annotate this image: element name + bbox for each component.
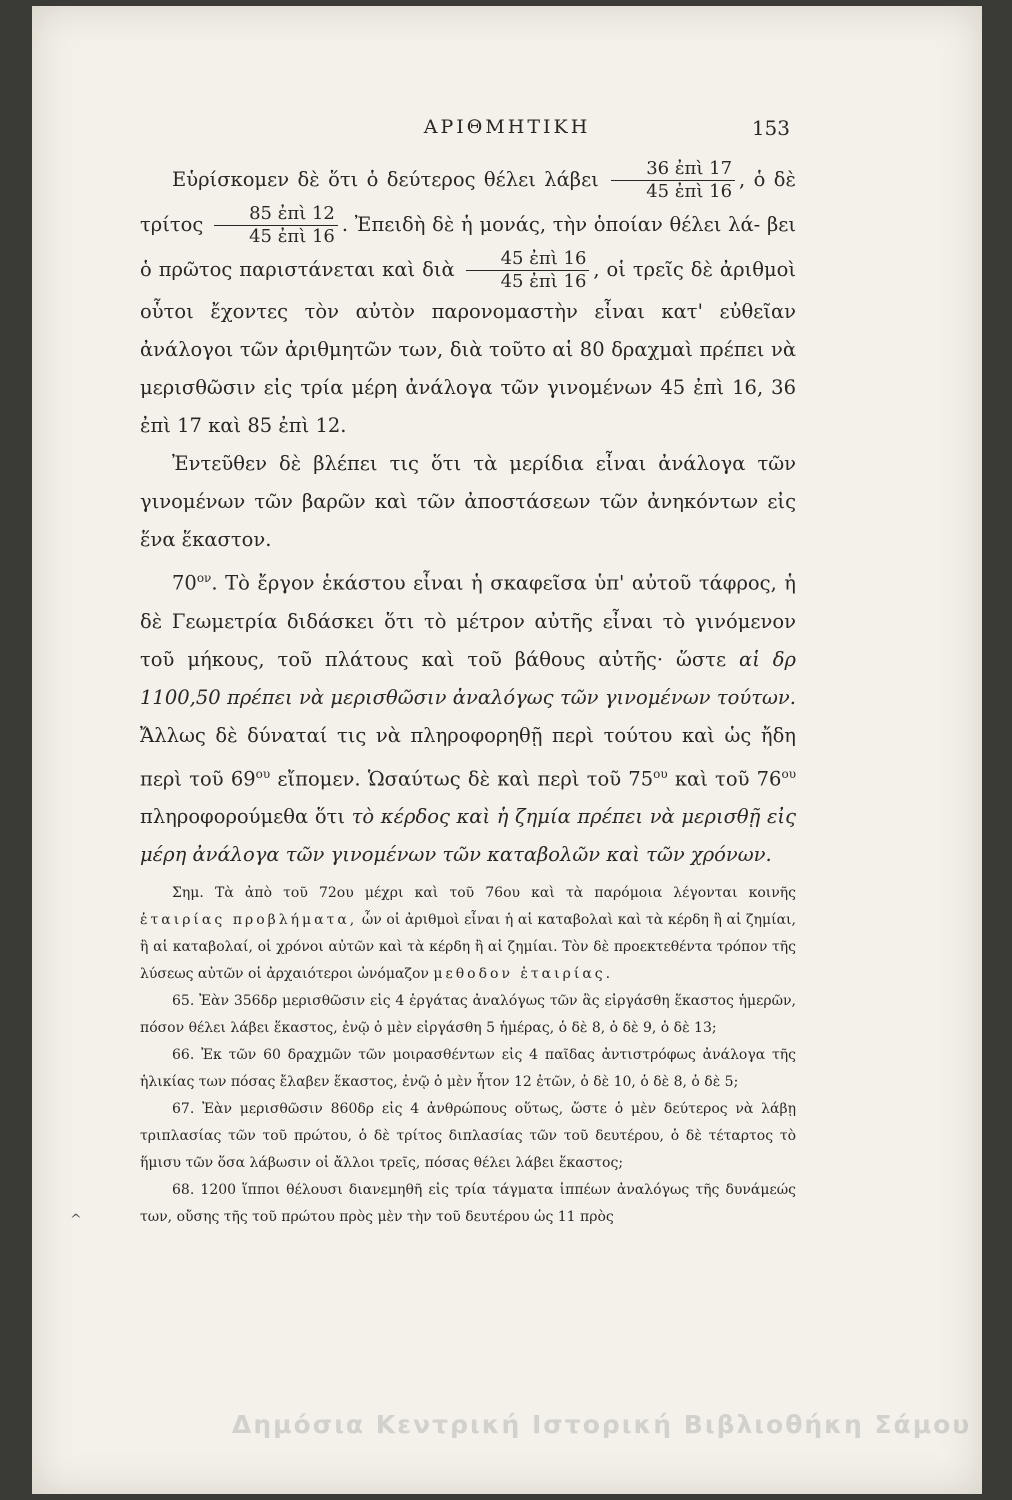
fraction-numerator: 85 ἐπὶ 12 — [214, 203, 338, 226]
running-title: ΑΡΙΘΜΗΤΙΚΗ — [423, 116, 591, 138]
fraction-numerator: 45 ἐπὶ 16 — [466, 248, 590, 271]
paragraph-2: Ἐντεῦθεν δὲ βλέπει τις ὅτι τὰ μερίδια εἶναι ἀνάλογα τῶν γινομένων τῶν βαρῶν καὶ τῶν ἀποστάσεων τῶν ἀνηκόντων εἰς ἕνα ἕκαστον. — [140, 452, 796, 551]
exercise-66: 66. Ἐκ τῶν 60 δραχμῶν τῶν μοιρασθέντων εἰς 4 παῖδας ἀντιστρόφως ἀνάλογα τῆς ἡλικίας των πόσας ἔλαβεν ἕκαστος, ἐνῷ ὁ μὲν ἦτον 12 ἐτῶν, ὁ δὲ 10, ὁ δὲ 8, ὁ δὲ 5; — [140, 1047, 796, 1090]
fraction-denominator: 45 ἐπὶ 16 — [249, 226, 335, 247]
margin-mark: ^ — [70, 1212, 82, 1228]
text-segment: . Ἐπειδὴ δὲ ἡ μονάς, τὴν ὁποίαν θέλει λά- — [341, 213, 761, 236]
notes-section — [140, 880, 796, 1231]
note-remark — [140, 880, 796, 988]
fraction-3 — [466, 248, 590, 293]
fraction-numerator: 36 ἐπὶ 17 — [611, 158, 735, 181]
spaced-term: ἑταιρίας προβλήματα, — [140, 912, 358, 928]
book-page — [32, 6, 982, 1494]
text-segment: . Τὸ ἔργον ἑκάστου εἶναι ἡ σκαφεῖσα ὑπ' αὐτοῦ τάφρος, ἡ δὲ Γεωμετρία διδάσκει ὅτι τὸ μέτρον αὐτῆς εἶναι τὸ γινόμενον τοῦ μήκους, τοῦ πλάτους καὶ τοῦ βάθους αὐτῆς· ὥστε — [140, 571, 796, 671]
spaced-term: μεθοδον ἑταιρίας. — [433, 966, 614, 982]
text-segment: Ἄλλως δὲ δύναταί τις νὰ πληροφορηθῇ περὶ τούτου καὶ ὡς ἤδη περὶ τοῦ 69 — [140, 723, 796, 790]
text-segment: Σημ. Τὰ ἀπὸ τοῦ 72ου μέχρι καὶ τοῦ 76ου καὶ τὰ παρόμοια λέγονται κοινῆς — [172, 885, 796, 901]
text-segment: ὧν οἱ ἀριθμοὶ εἶναι ἡ αἱ καταβολαὶ καὶ τὰ κέρδη ἢ αἱ ζημίαι, ἢ αἱ καταβολαί, οἱ χρόνοι αὐτῶν καὶ τὰ κέρδη ἢ αἱ ζημίαι. Τὸν δὲ προεκτεθέντα τρόπον τῆς λύσεως αὐτῶν οἱ ἀρχαιότεροι ὠνόμαζον — [140, 912, 796, 982]
text-segment: Εὑρίσκομεν δὲ ὅτι ὁ δεύτερος θέλει λάβει — [172, 168, 599, 191]
library-watermark: Δημόσια Κεντρική Ιστορική Βιβλιοθήκη Σάμου — [232, 1410, 972, 1439]
ordinal-suffix: ου — [653, 766, 668, 781]
text-segment: ἀριθμοὶ οὗτοι ἔχοντες τὸν αὐτὸν παρονομαστὴν εἶναι κατ' εὐθεῖαν ἀνάλογοι τῶν ἀριθμητῶν των, διὰ τοῦτο αἱ 80 δραχμαὶ πρέπει νὰ μερισθῶσιν εἰς τρία μέρη ἀνάλογα τῶν γινομένων 45 ἐπὶ 16, 36 ἐπὶ 17 καὶ 85 ἐπὶ 12. — [140, 258, 796, 437]
exercise-67: 67. Ἐὰν μερισθῶσιν 860δρ εἰς 4 ἀνθρώπους οὕτως, ὥστε ὁ μὲν δεύτερος νὰ λάβῃ τριπλασίας τῶν τοῦ πρώτου, ὁ δὲ τρίτος διπλασίας τῶν τοῦ δευτέρου, ὁ δὲ τέταρτος τὸ ἥμισυ τῶν ὅσα λάβωσιν οἱ ἄλλοι τρεῖς, πόσας θέλει λάβει ἕκαστος; — [140, 1101, 796, 1171]
ordinal-suffix: ου — [255, 766, 271, 781]
text-segment: καὶ τοῦ 76 — [667, 767, 782, 790]
fraction-1 — [611, 158, 735, 203]
exercise-65: 65. Ἐὰν 356δρ μερισθῶσιν εἰς 4 ἐργάτας ἀναλόγως τῶν ἃς εἰργάσθη ἕκαστος ἡμερῶν, πόσον θέλει λάβει ἕκαστος, ἐνῷ ὁ μὲν εἰργάσθη 5 ἡμέρας, ὁ δὲ 8, ὁ δὲ 9, ὁ δὲ 13; — [140, 993, 796, 1036]
ordinal-suffix: ον — [196, 571, 212, 585]
text-segment: εἴπομεν. Ὡσαύτως δὲ καὶ περὶ τοῦ 75 — [270, 767, 654, 790]
text-segment: πληροφορούμεθα ὅτι — [140, 805, 345, 828]
fraction-2 — [214, 203, 338, 248]
italic-rule: αἱ δρ 1100,50 πρέπει νὰ μερισθῶσιν ἀναλόγως τῶν γινομένων τούτων. — [140, 647, 796, 709]
page-number: 153 — [751, 116, 790, 140]
text-segment: τρίτος — [140, 213, 204, 236]
ordinal-suffix: ου — [781, 766, 796, 781]
fraction-denominator: 45 ἐπὶ 16 — [500, 271, 587, 292]
text-segment: , οἱ τρεῖς δὲ — [593, 258, 713, 281]
exercise-68: 68. 1200 ἵπποι θέλουσι διανεμηθῆ εἰς τρία τάγματα ἱππέων ἀναλόγως τῆς δυνάμεώς των, οὔσης τῆς τοῦ πρώτου πρὸς μὲν τὴν τοῦ δευτέρου ὡς 11 πρὸς — [140, 1182, 796, 1225]
section-number: 70 — [172, 571, 197, 595]
text-segment: , ὁ δὲ — [739, 168, 796, 191]
fraction-denominator: 45 ἐπὶ 16 — [646, 181, 733, 202]
italic-rule: τὸ κέρδος καὶ ἡ ζημία πρέπει νὰ μερισθῇ εἰς μέρη ἀνάλογα τῶν γινομένων τῶν καταβολῶν καὶ τῶν χρόνων. — [140, 805, 796, 866]
paragraph-3 — [140, 559, 796, 874]
page-header — [32, 116, 982, 146]
paragraph-1 — [140, 158, 796, 445]
main-text — [140, 158, 796, 1231]
text-segment: βει ὁ πρῶτος παριστάνεται καὶ διὰ — [140, 213, 796, 281]
